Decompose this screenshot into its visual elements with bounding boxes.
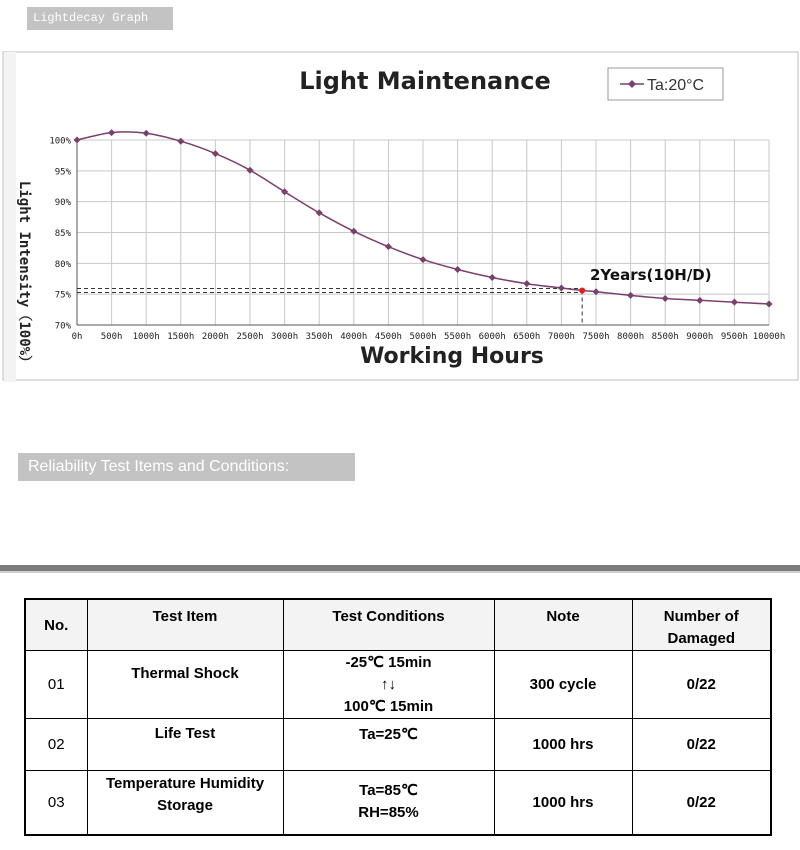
header-damaged [632,599,771,651]
row3-item-line1: Temperature Humidity [105,775,265,792]
y-axis-label: Light Intensity（100%） [16,180,32,370]
x-tick-label: 7500h [582,332,610,342]
row1-test-item: Thermal Shock [87,651,283,719]
y-tick-label: 95% [54,167,71,178]
annotation-point [579,287,585,293]
header-damaged-line2: Damaged [667,630,736,647]
x-tick-label: 3500h [305,332,333,342]
table-header-row [25,599,771,651]
chart-frame [3,52,798,380]
y-tick-label: 70% [54,321,71,332]
row1-no: 01 [25,651,87,719]
x-tick-label: 500h [100,332,123,342]
row3-cond-line2: RH=85% [358,804,419,822]
row3-note: 1000 hrs [494,771,632,835]
graph-section-tag: Lightdecay Graph [27,7,173,30]
chart-annotation [590,266,712,284]
table-row [25,771,771,835]
y-tick-label: 75% [54,290,71,301]
header-test-item [87,599,283,651]
y-tick-label: 80% [54,259,71,270]
section-divider-light [0,571,800,573]
row2-damaged: 0/22 [632,719,771,771]
x-axis-label: Working Hours [360,344,544,369]
y-tick-label: 90% [54,198,71,209]
reliability-table [24,598,772,836]
x-tick-label: 1500h [167,332,195,342]
row2-no: 02 [25,719,87,771]
header-note-label: Note [546,608,580,625]
x-tick-label: 3000h [271,332,299,342]
row3-no: 03 [25,771,87,835]
row1-cond-line2: ↑↓ [381,675,396,693]
x-tick-label: 1000h [132,332,160,342]
row3-cond-line1: Ta=85℃ [359,782,418,800]
row3-item-line2: Storage [157,797,213,814]
header-damaged-line1: Number of [663,608,739,625]
x-tick-label: 9000h [686,332,714,342]
x-tick-label: 5000h [409,332,437,342]
row1-damaged: 0/22 [632,651,771,719]
table-row [25,719,771,771]
x-tick-label: 4500h [374,332,402,342]
header-test-item-label: Test Item [152,608,218,625]
header-test-conditions-label: Test Conditions [332,608,445,625]
x-tick-label: 8500h [651,332,679,342]
header-no: No. [25,599,87,651]
reliability-section-tag: Reliability Test Items and Conditions: [18,453,355,481]
x-tick-label: 2500h [236,332,264,342]
chart-title: Light Maintenance [299,67,551,95]
x-tick-label: 5500h [444,332,472,342]
row3-conditions [283,771,494,835]
x-tick-label: 9500h [720,332,748,342]
row2-conditions: Ta=25℃ [283,719,494,771]
row1-note: 300 cycle [494,651,632,719]
header-test-conditions [283,599,494,651]
legend-label: Ta:20°C [647,77,705,94]
light-maintenance-chart [0,50,800,385]
reliability-table-wrapper [24,598,770,836]
x-tick-label: 4000h [340,332,368,342]
row1-cond-line1: -25℃ 15min [345,653,432,671]
x-tick-label: 10000h [752,332,786,342]
table-row [25,651,771,719]
row2-note: 1000 hrs [494,719,632,771]
x-tick-label: 7000h [547,332,575,342]
x-tick-label: 6000h [478,332,506,342]
chart-legend [608,68,723,100]
x-tick-label: 0h [71,332,83,342]
row1-cond-line3: 100℃ 15min [343,697,434,715]
chart-left-shade [4,52,16,382]
row2-test-item: Life Test [87,719,283,771]
y-tick-label: 100% [49,136,71,147]
row3-test-item [87,771,283,835]
header-note [494,599,632,651]
row3-damaged: 0/22 [632,771,771,835]
y-tick-label: 85% [54,229,71,239]
two-years-annotation: 2Years(10H/D) [590,266,712,284]
row1-conditions [283,651,494,719]
x-tick-label: 6500h [513,332,541,342]
x-tick-label: 2000h [201,332,229,342]
x-tick-label: 8000h [617,332,645,342]
